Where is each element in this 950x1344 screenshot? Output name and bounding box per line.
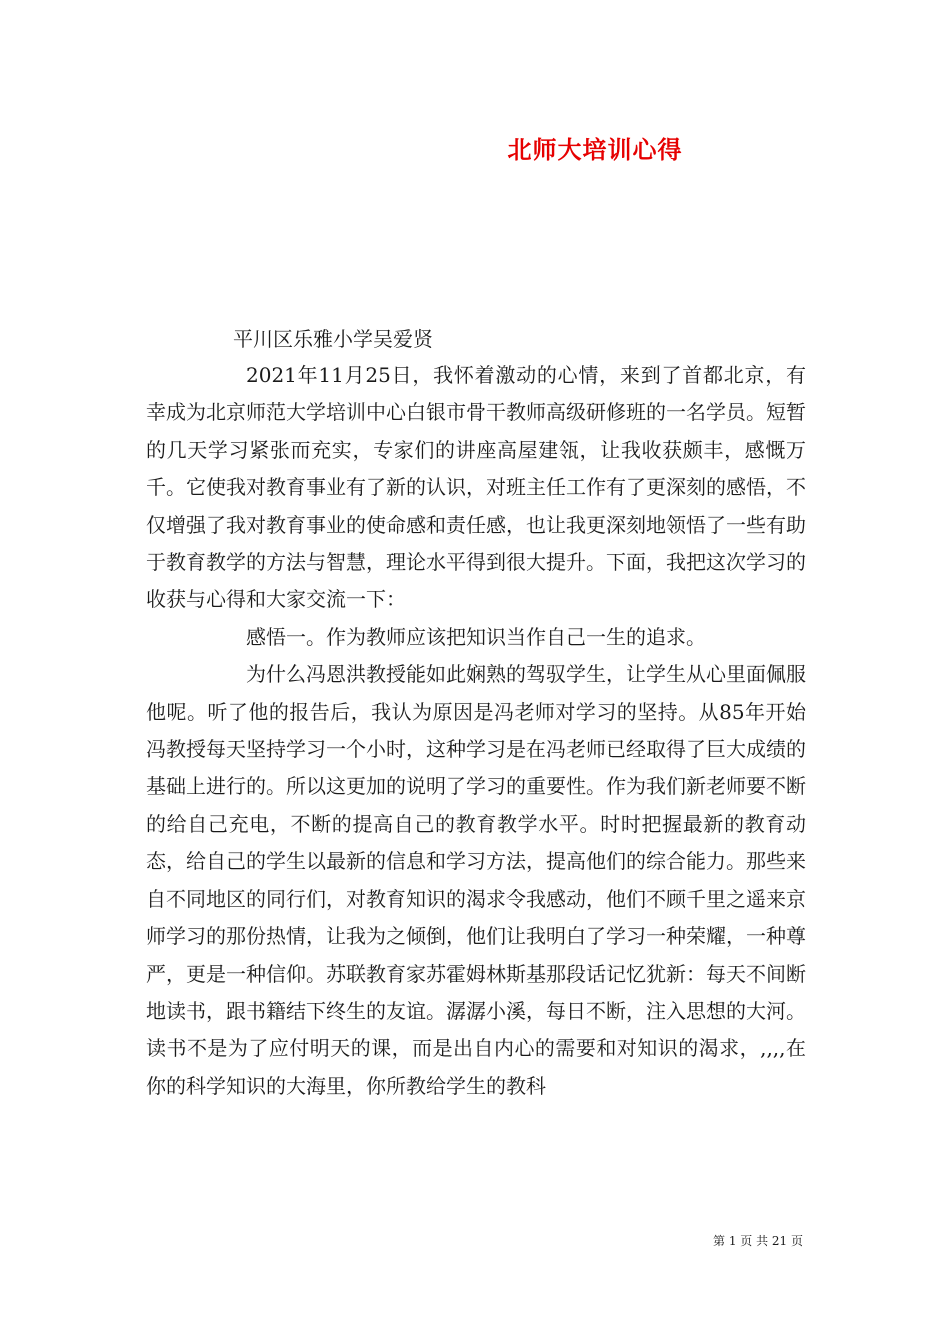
body-paragraph: 为什么冯恩洪教授能如此娴熟的驾驭学生，让学生从心里面佩服他呢。听了他的报告后，我认为原因是冯老师对学习的坚持。从85年开始冯教授每天坚持学习一个小时，这种学习是在冯老师已经取得了巨大成绩的基础上进行的。所以这更加的说明了学习的重要性。作为我们新老师要不断的给自己充电，不断的提高自己的教育教学水平。时时把握最新的教育动态，给自己的学生以最新的信息和学习方法，提高他们的综合能力。那些来自不同地区的同行们，对教育知识的渴求令我感动，他们不顾千里之遥来京师学习的那份热情，让我为之倾倒，他们让我明白了学习一种荣耀，一种尊严，更是一种信仰。苏联教育家苏霍姆林斯基那段话记忆犹新：每天不间断地读书，跟书籍结下终生的友谊。潺潺小溪，每日不断，注入思想的大河。读书不是为了应付明天的课，而是出自内心的需要和对知识的渴求，,,,,在你的科学知识的大海里，你所教给学生的教科: [146, 662, 806, 1098]
author-line: 平川区乐雅小学吴爱贤: [233, 327, 433, 351]
body-paragraph: 感悟一。作为教师应该把知识当作自己一生的追求。: [246, 624, 706, 649]
body-paragraph: 2021年11月25日，我怀着激动的心情，来到了首都北京，有幸成为北京师范大学培训中心白银市骨干教师高级研修班的一名学员。短暂的几天学习紧张而充实，专家们的讲座高屋建瓴，让我收获颇丰，感慨万千。它使我对教育事业有了新的认识，对班主任工作有了更深刻的感悟，不仅增强了我对教育事业的使命感和责任感，也让我更深刻地领悟了一些有助于教育教学的方法与智慧，理论水平得到很大提升。下面，我把这次学习的收获与心得和大家交流一下：: [146, 363, 806, 612]
page-number-footer: 第 1 页 共 21 页: [713, 1234, 803, 1248]
document-title: 北师大培训心得: [507, 135, 683, 164]
document-body: [146, 357, 806, 1105]
